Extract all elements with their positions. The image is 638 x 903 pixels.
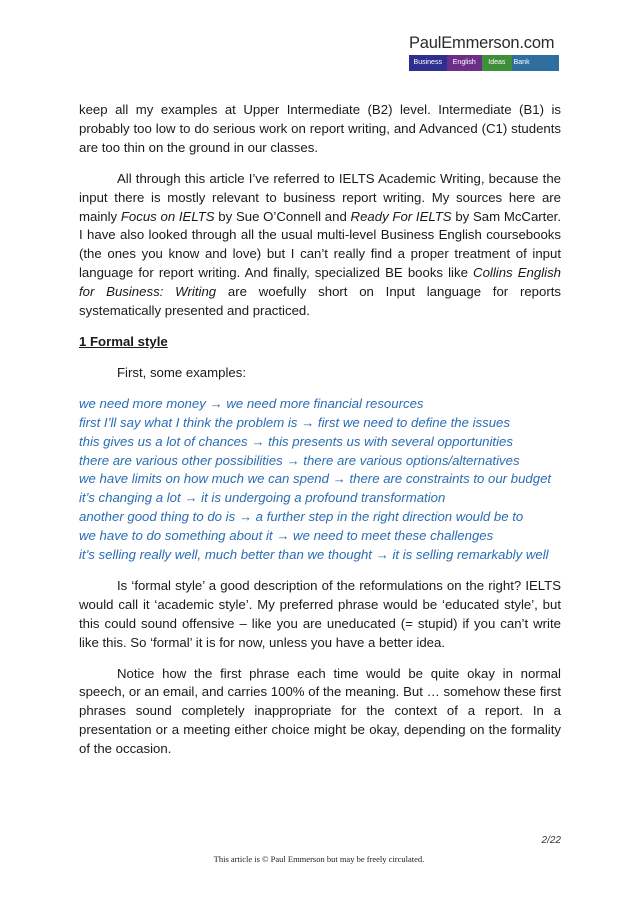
example-line: we have to do something about it → we need to meet these challenges (79, 528, 494, 544)
example-line: first I’ll say what I think the problem is → first we need to define the issues (79, 414, 510, 430)
page-number: 2/22 (541, 835, 561, 846)
logo-bar-ideas: Ideas (482, 55, 512, 71)
example-line: another good thing to do is → a further step in the right direction would be to (79, 509, 524, 525)
example-line: we need more money → we need more financial resources (79, 395, 424, 411)
section-heading: 1 Formal style (79, 333, 168, 349)
examples-list (79, 395, 561, 565)
logo-bar-bank: Bank (512, 55, 559, 71)
example-line: there are various other possibilities → there are various options/alternatives (79, 452, 520, 468)
examples-intro: First, some examples: (117, 364, 246, 380)
book-title-collins: Collins English for Business: Writing (79, 265, 561, 300)
logo-tagline-bar (409, 55, 559, 71)
site-logo (409, 33, 559, 71)
example-line: it’s selling really well, much better than we thought → it is selling remarkably well (79, 547, 549, 563)
example-line: we have limits on how much we can spend → there are constraints to our budget (79, 471, 552, 487)
logo-title: PaulEmmerson.com (409, 34, 555, 52)
sources-text-a: All through this article I’ve referred to IELTS Academic Writing, because the input there is mostly relevant to business report writing. My sources here are mainly (79, 170, 561, 224)
sources-text-d: are woefully short on Input language for reports systematically presented and practiced. (79, 284, 561, 319)
copyright-footer: This article is © Paul Emmerson but may be freely circulated. (213, 854, 425, 864)
logo-bar-english: English (447, 55, 483, 71)
paragraph-levels: keep all my examples at Upper Intermediate (B2) level. Intermediate (B1) is probably too low to do serious work on report writing, and Advanced (C1) students are too thin on the ground in our classes. (79, 102, 561, 155)
paragraph-context: Notice how the first phrase each time would be quite okay in normal speech, or an email, and carries 100% of the meaning. But … somehow these first phrases sound completely inappropriate for the context of a report. In a presentation or a meeting either choice might be okay, depending on the formality of the occasion. (79, 665, 561, 757)
sources-text-c: by Sam McCarter. I have also looked through all the usual multi-level Business English coursebooks (the ones you know and love) but I can’t really find a proper treatment of input language for report writing. And finally, specialized BE books like (79, 208, 561, 281)
sources-text-b: by Sue O’Connell and (214, 208, 351, 224)
book-title-ready-for-ielts: Ready For IELTS (350, 208, 452, 224)
article-body (79, 101, 561, 771)
example-line: this gives us a lot of chances → this presents us with several opportunities (79, 433, 513, 449)
paragraph-sources (79, 170, 561, 321)
book-title-focus-on-ielts: Focus on IELTS (120, 208, 215, 224)
paragraph-formal-style: Is ‘formal style’ a good description of the reformulations on the right? IELTS would call it ‘academic style’. My preferred phrase would be ‘educated style’, but this could sound offensive – like you are uneducated (= stupid) if you can’t write like this. So ‘formal’ it is for now, unless you have a better idea. (79, 577, 561, 650)
example-line: it’s changing a lot → it is undergoing a profound transformation (79, 490, 446, 506)
logo-bar-business: Business (409, 55, 447, 71)
